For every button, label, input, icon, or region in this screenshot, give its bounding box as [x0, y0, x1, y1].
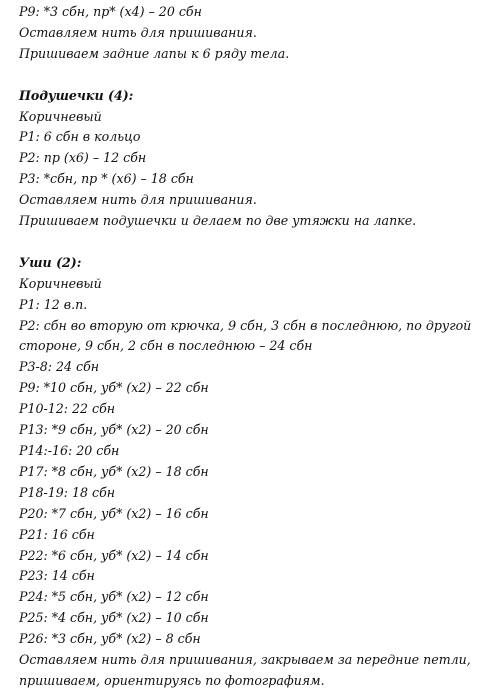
text-line: Р23: 14 сбн: [19, 568, 95, 584]
ears-section: [19, 253, 481, 692]
text-line: Пришиваем задние лапы к 6 ряду тела.: [19, 45, 290, 61]
section-heading-pads: Подушечки (4):: [19, 87, 134, 103]
text-line: стороне, 9 сбн, 2 сбн в последнюю – 24 сбн: [19, 338, 313, 354]
section-heading-ears: Уши (2):: [19, 254, 82, 270]
text-line: Р2: сбн во вторую от крючка, 9 сбн, 3 сбн в последнюю, по другой: [19, 317, 472, 333]
text-line: Р17: *8 сбн, уб* (х2) – 18 сбн: [19, 463, 209, 479]
text-line: Р20: *7 сбн, уб* (х2) – 16 сбн: [19, 505, 209, 521]
text-line: Р22: *6 сбн, уб* (х2) – 14 сбн: [19, 547, 209, 563]
intro-section: [19, 2, 481, 65]
text-line: пришиваем, ориентируясь по фотографиям.: [19, 672, 325, 688]
text-line: Р21: 16 сбн: [19, 526, 95, 542]
text-line: Р3-8: 24 сбн: [19, 359, 100, 375]
text-line: Оставляем нить для пришивания.: [19, 192, 257, 208]
text-line: Коричневый: [19, 108, 102, 124]
text-line: Р3: *сбн, пр * (х6) – 18 сбн: [19, 171, 194, 187]
text-line: Р14:-16: 20 сбн: [19, 443, 120, 458]
section-gap: [19, 232, 481, 253]
text-line: Р18-19: 18 сбн: [19, 484, 116, 500]
document-page: [19, 2, 481, 692]
text-line: Р2: пр (х6) – 12 сбн: [19, 150, 147, 166]
text-line: Р13: *9 сбн, уб* (х2) – 20 сбн: [19, 422, 209, 438]
text-line: Оставляем нить для пришивания, закрываем за передние петли,: [19, 652, 471, 668]
text-line: Р9: *10 сбн, уб* (х2) – 22 сбн: [19, 380, 209, 396]
text-line: Р1: 6 сбн в кольцо: [19, 129, 141, 145]
text-line: Р1: 12 в.п.: [19, 296, 88, 312]
text-line: Р9: *3 сбн, пр* (х4) – 20 сбн: [19, 4, 202, 19]
text-line: Р25: *4 сбн, уб* (х2) – 10 сбн: [19, 610, 209, 626]
text-line: Р26: *3 сбн, уб* (х2) – 8 сбн: [19, 631, 201, 647]
text-line: Оставляем нить для пришивания.: [19, 24, 257, 40]
text-line: Р10-12: 22 сбн: [19, 401, 116, 417]
pads-section: [19, 86, 481, 232]
text-line: Пришиваем подушечки и делаем по две утяжки на лапке.: [19, 213, 417, 229]
text-line: Коричневый: [19, 275, 102, 291]
text-line: Р24: *5 сбн, уб* (х2) – 12 сбн: [19, 589, 209, 605]
section-gap: [19, 65, 481, 86]
